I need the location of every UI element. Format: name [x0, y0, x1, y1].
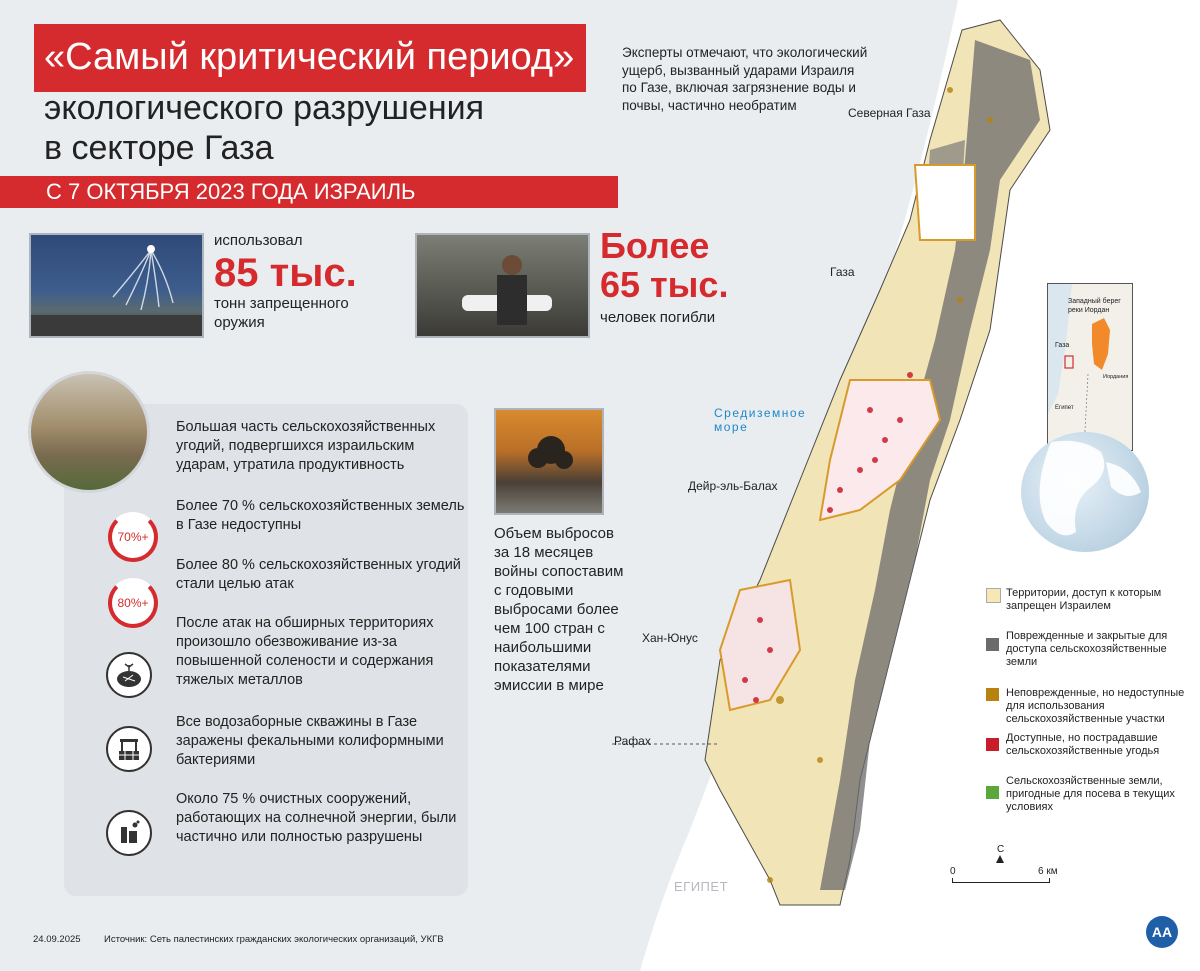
- stat2-post: человек погибли: [600, 309, 716, 326]
- factory-icon: [106, 810, 152, 856]
- well-icon: [106, 726, 152, 772]
- smoke-photo: [494, 408, 604, 515]
- emissions-text: Объем выбросов за 18 месяцев войны сопоставим с годовыми выбросами более чем 100 стран с наибольшими показателями эмиссии в мире: [494, 525, 624, 694]
- inset-gaza: Газа: [1055, 342, 1070, 349]
- badge-80: 80%+: [117, 596, 149, 610]
- banner: С 7 ОКТЯБРЯ 2023 ГОДА ИЗРАИЛЬ: [0, 176, 618, 208]
- label-khan-younis: Хан-Юнус: [642, 631, 698, 645]
- legend-affected: Доступные, но пострадавшие сельскохозяйственные угодья: [1006, 732, 1160, 757]
- globe-icon: [1021, 432, 1149, 552]
- point-3: Более 80 % сельскохозяйственных угодий стали целью атак: [176, 557, 461, 592]
- aa-logo-text: AA: [1151, 924, 1173, 940]
- scale-end: 6 км: [1038, 866, 1058, 877]
- date: 24.09.2025: [33, 934, 81, 945]
- legend-swatch-intact: [986, 688, 999, 701]
- point-5: Все водозаборные скважины в Газе заражены фекальными колиформными бактериями: [176, 714, 444, 768]
- stat1-post: тонн запрещенного оружия: [214, 295, 349, 331]
- badge-70: 70%+: [117, 530, 149, 544]
- north-arrow-icon: [996, 855, 1004, 863]
- farmland-photo: [28, 371, 150, 493]
- title-line1: «Самый критический период»: [44, 36, 575, 78]
- legend-damaged: Поврежденные и закрытые для доступа сельскохозяйственные земли: [1006, 630, 1168, 668]
- legend-intact: Неповрежденные, но недоступные для использования сельскохозяйственные участки: [1006, 687, 1185, 725]
- aa-logo: [1146, 916, 1178, 948]
- stat2-value-line2: 65 тыс.: [600, 264, 729, 305]
- stat1-pre: использовал: [214, 232, 303, 249]
- label-deir-al-balah: Дейр-эль-Балах: [688, 479, 778, 493]
- inset-egypt: Египет: [1055, 405, 1074, 411]
- inset-westbank: Западный берег реки Иордан: [1068, 298, 1121, 314]
- title-box: [34, 24, 586, 92]
- restricted-zone: [915, 165, 975, 240]
- badge-80-ring: [108, 578, 158, 628]
- label-gaza: Газа: [830, 265, 855, 279]
- north-label: С: [997, 844, 1005, 855]
- label-egypt: ЕГИПЕТ: [674, 879, 729, 894]
- point-6: Около 75 % очистных сооружений, работающих на солнечной энергии, были частично или полностью разрушены: [176, 791, 457, 845]
- stat2-value-line1: Более: [600, 225, 710, 266]
- stat1-value: 85 тыс.: [214, 251, 357, 295]
- victims-photo: [415, 233, 590, 338]
- legend-arable: Сельскохозяйственные земли, пригодные для посева в текущих условиях: [1006, 775, 1175, 813]
- scale-zero: 0: [950, 866, 956, 877]
- label-north-gaza: Северная Газа: [848, 106, 931, 120]
- experts-quote: Эксперты отмечают, что экологический ущерб, вызванный ударами Израиля по Газе, включая загрязнение воды и почвы, частично необратим: [622, 45, 868, 113]
- legend-swatch-damaged: [986, 638, 999, 651]
- legend-swatch-affected: [986, 738, 999, 751]
- title-line2: экологического разрушения: [44, 89, 485, 127]
- soil-icon: [106, 652, 152, 698]
- point-1: Большая часть сельскохозяйственных угодий, подвергшихся израильским ударам, утратила продуктивность: [176, 419, 436, 473]
- scale-bar: [952, 878, 1050, 883]
- inset-jordan: Иордания: [1103, 374, 1129, 380]
- white-phosphorus-photo: [29, 233, 204, 338]
- label-rafah: Рафах: [614, 734, 651, 748]
- title-line3: в секторе Газа: [44, 129, 274, 167]
- label-sea: Средиземное море: [714, 406, 807, 434]
- legend-restricted: Территории, доступ к которым запрещен Израилем: [1006, 587, 1162, 612]
- badge-70-ring: [108, 512, 158, 562]
- point-4: После атак на обширных территориях произошло обезвоживание из-за повышенной солености и содержания тяжелых металлов: [176, 615, 434, 688]
- legend-swatch-restricted: [986, 588, 1001, 603]
- legend-swatch-arable: [986, 786, 999, 799]
- point-2: Более 70 % сельскохозяйственных земель в Газе недоступны: [176, 498, 465, 533]
- source: Источник: Сеть палестинских гражданских экологических организаций, УКГВ: [104, 934, 444, 945]
